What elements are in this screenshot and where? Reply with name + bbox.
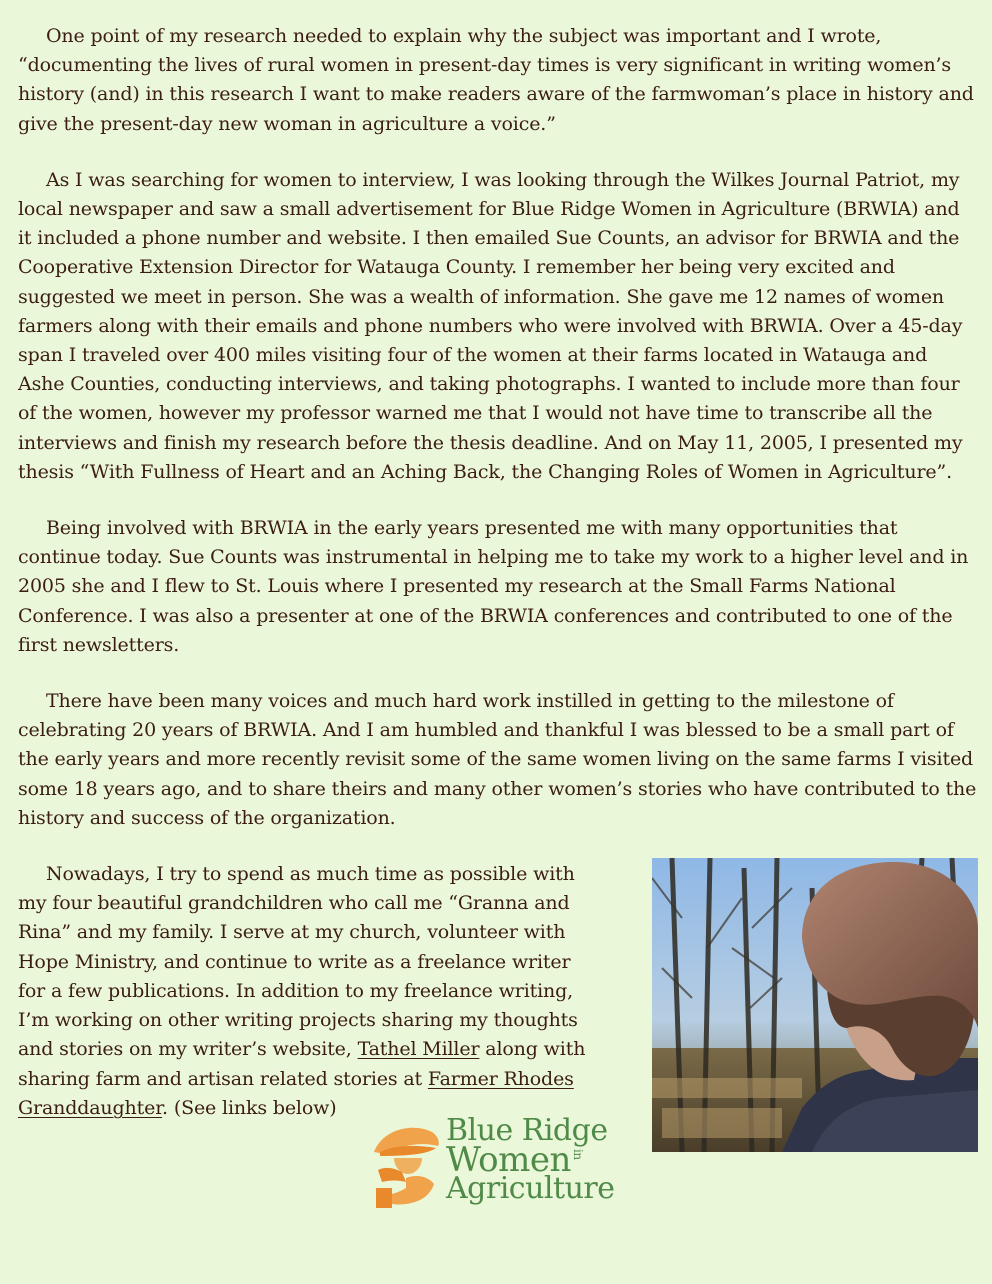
- farmer-woman-logo-icon: [372, 1122, 442, 1212]
- tathel-miller-link[interactable]: Tathel Miller: [357, 1038, 480, 1061]
- nowadays-text-middle: along with sharing farm and artisan related stories at: [18, 1038, 586, 1090]
- closing-section: [18, 860, 978, 1280]
- portrait-photo-icon: [652, 858, 978, 1152]
- paragraph-research-point: One point of my research needed to explain why the subject was important and I wrote, “documenting the lives of rural women in present-day times is very significant in writing women’s history (and) in this research I want to make readers aware of the farmwoman’s place in history and give the present-day new woman in agriculture a voice.”: [18, 25, 974, 135]
- article-body: [18, 22, 978, 1280]
- brwia-logo-wordmark: [446, 1113, 615, 1207]
- brwia-logo: [372, 1113, 632, 1216]
- nowadays-text: Nowadays, I try to spend as much time as possible with my four beautiful grandchildren who call me “Granna and Rina” and my family. I serve at my church, volunteer with Hope Ministry, and continue to write as a freelance writer for a few publications. In addition to my freelance writing, I’m working on other writing projects sharing my thoughts and stories on my writer’s website,: [18, 863, 578, 1061]
- logo-line-blue-ridge: Blue Ridge: [446, 1113, 608, 1149]
- author-portrait-photo: [652, 858, 978, 1152]
- paragraph-milestone: There have been many voices and much hard work instilled in getting to the milestone of celebrating 20 years of BRWIA. And I am humbled and thankful I was blessed to be a small part of the early years and more recently revisit some of the same women living on the same farms I visited some 18 years ago, and to share theirs and many other women’s stories who have contributed to the history and success of the organization.: [18, 690, 977, 829]
- logo-women-text: Women: [446, 1140, 571, 1181]
- paragraph-searching-women: As I was searching for women to interview, I was looking through the Wilkes Journal Patriot, my local newspaper and saw a small advertisement for Blue Ridge Women in Agriculture (BRWIA) and it included a phone number and website. I then emailed Sue Counts, an advisor for BRWIA and the Cooperative Extension Director for Watauga County. I remember her being very excited and suggested we meet in person. She was a wealth of information. She gave me 12 names of women farmers along with their emails and phone numbers who were involved with BRWIA. Over a 45-day span I traveled over 400 miles visiting four of the women at their farms located in Watauga and Ashe Counties, conducting interviews, and taking photographs. I wanted to include more than four of the women, however my professor warned me that I would not have time to transcribe all the interviews and finish my research before the thesis deadline. And on May 11, 2005, I presented my thesis “With Fullness of Heart and an Aching Back, the Changing Roles of Women in Agriculture”.: [18, 168, 963, 483]
- farmer-rhodes-granddaughter-link[interactable]: Farmer Rhodes Granddaughter: [18, 1067, 574, 1119]
- nowadays-text-end: . (See links below): [162, 1096, 337, 1119]
- paragraph-brwia-early-years: Being involved with BRWIA in the early years presented me with many opportunities that continue today. Sue Counts was instrumental in helping me to take my work to a higher level and in 2005 she and I flew to St. Louis where I presented my research at the Small Farms National Conference. I was also a presenter at one of the BRWIA conferences and contributed to one of the first newsletters.: [18, 517, 969, 656]
- logo-line-agriculture: Agriculture: [446, 1171, 615, 1207]
- paragraph-nowadays: [18, 860, 593, 1123]
- logo-in-text: in: [570, 1149, 585, 1160]
